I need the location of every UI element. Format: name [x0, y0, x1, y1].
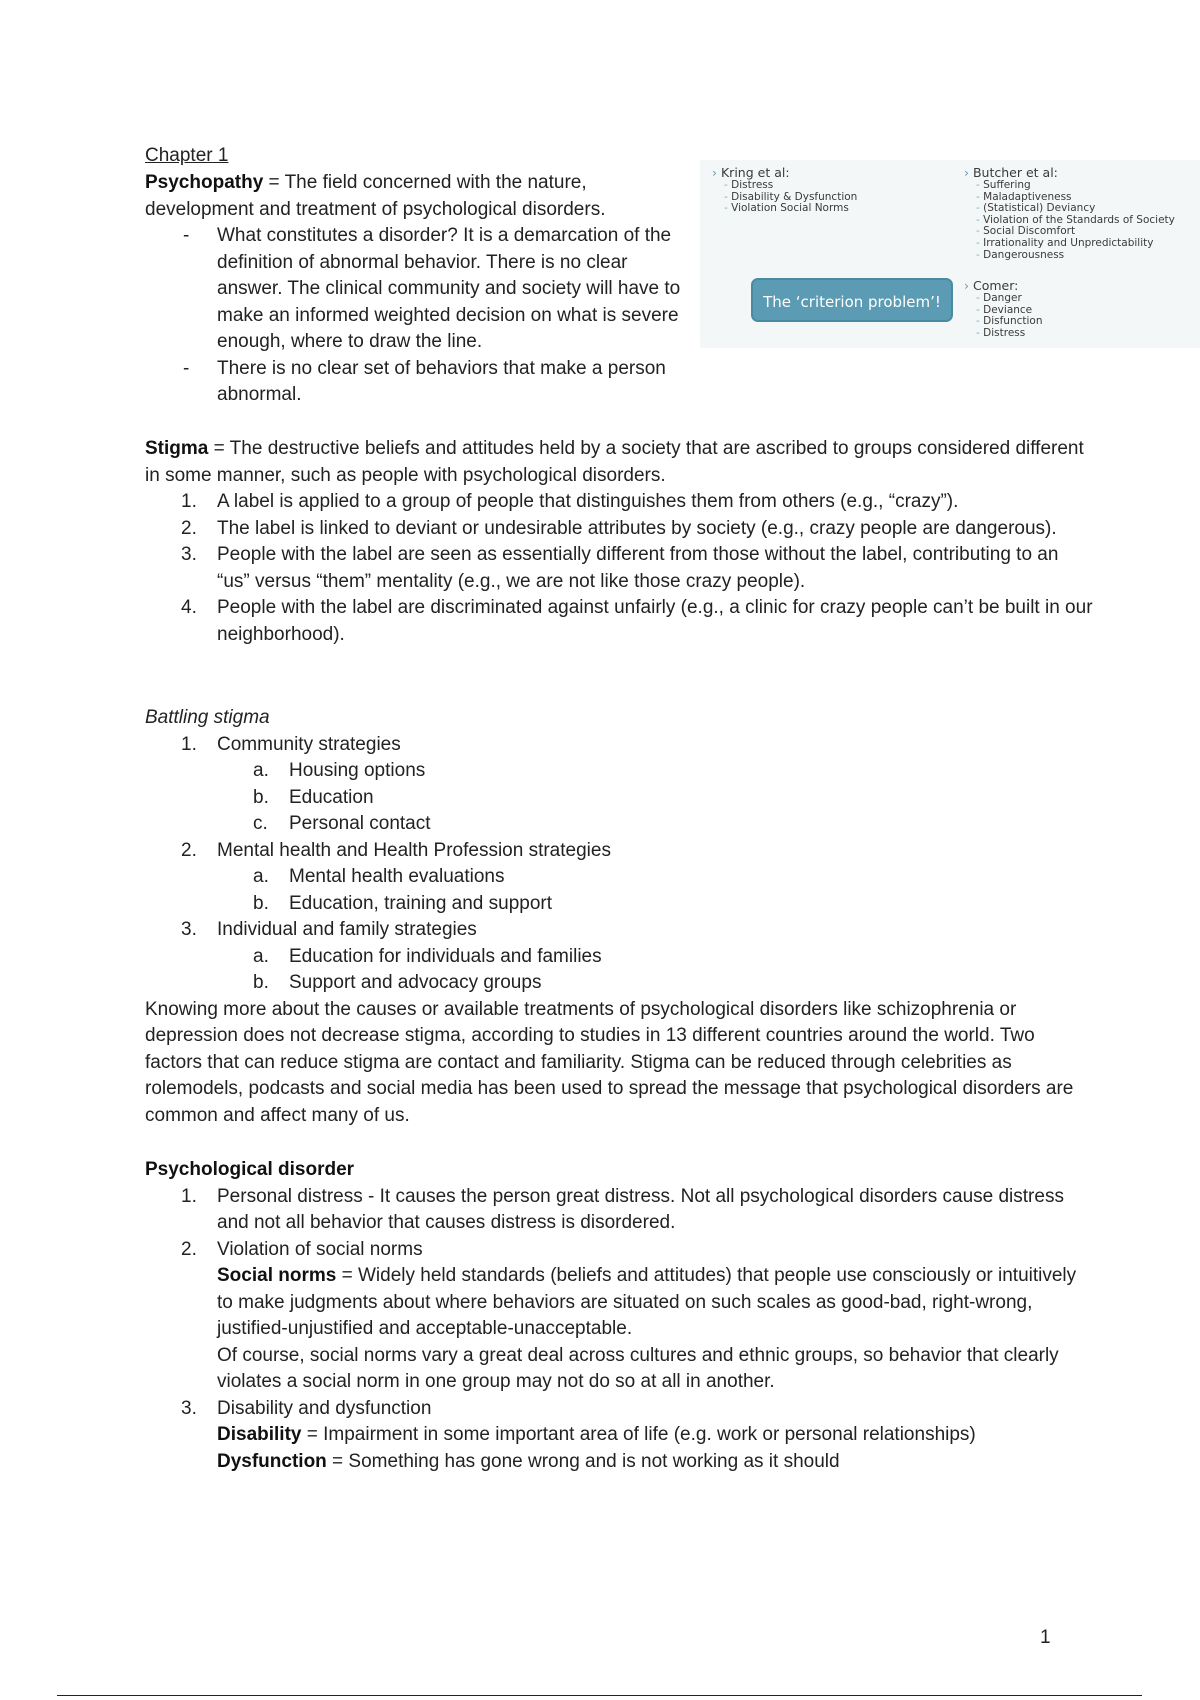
chapter-title: Chapter 1	[145, 145, 229, 166]
strategy-sublist	[145, 758, 1095, 838]
list-item: - Social Discomfort	[964, 226, 1175, 238]
stigma-term: Stigma	[145, 438, 209, 459]
list-item: 2. Mental health and Health Profession strategies	[181, 839, 611, 861]
stigma-list	[145, 489, 1095, 648]
list-item: a. Education for individuals and families	[253, 945, 602, 967]
list-item: - Violation of the Standards of Society	[964, 215, 1175, 227]
criteria-figure	[700, 160, 1200, 348]
psychopathy-section	[145, 170, 690, 409]
psychological-disorder-heading: Psychological disorder	[145, 1159, 355, 1180]
psychopathy-bullets	[145, 223, 690, 409]
list-item: b. Education	[253, 786, 374, 808]
stigma-paragraph: Knowing more about the causes or available treatments of psychological disorders like schizophrenia or depression does not decrease stigma, according to studies in 13 different countries around the world. Two factors that can reduce stigma are contact and familiarity. Stigma can be reduced through celebrities as rolemodels, podcasts and social media has been used to spread the message that psychological disorders are common and affect many of us.	[145, 998, 1074, 1126]
list-item: - Violation Social Norms	[712, 203, 857, 215]
list-item: a. Mental health evaluations	[253, 866, 505, 887]
list-item: a. Housing options	[253, 760, 426, 781]
list-item: 4. People with the label are discriminated against unfairly (e.g., a clinic for crazy people can’t be built in our neighborhood).	[181, 597, 1093, 645]
stigma-definition: Stigma = The destructive beliefs and attitudes held by a society that are ascribed to groups considered different in some manner, such as people with psychological disorders.	[145, 438, 1084, 486]
list-item: b. Education, training and support	[253, 892, 553, 914]
butcher-column	[964, 166, 1175, 261]
list-item: - Dangerousness	[964, 250, 1175, 262]
strategy-sublist	[145, 944, 1095, 997]
strategy-list	[145, 838, 1095, 865]
list-item: 1. A label is applied to a group of people that distinguishes them from others (e.g., “crazy”).	[181, 491, 959, 512]
strategy-sublist	[145, 864, 1095, 917]
disorder-list	[145, 1396, 1095, 1423]
list-item: - (Statistical) Deviancy	[964, 203, 1175, 215]
kring-heading: › Kring et al:	[712, 166, 857, 180]
list-item: - Maladaptiveness	[964, 192, 1175, 204]
criterion-problem-callout: The ‘criterion problem’!	[751, 278, 953, 322]
strategy-list	[145, 732, 1095, 759]
list-item: - There is no clear set of behaviors that make a person abnormal.	[145, 356, 690, 409]
list-item: - Irrationality and Unpredictability	[964, 238, 1175, 250]
disorder-list	[145, 1184, 1095, 1264]
social-norms-block	[145, 1263, 1095, 1396]
list-item: - Danger	[964, 293, 1043, 305]
list-item: 3. Individual and family strategies	[181, 919, 477, 940]
kring-column	[712, 166, 857, 215]
social-norms-note: Of course, social norms vary a great deal across cultures and ethnic groups, so behavior that clearly violates a social norm in one group may not do so at all in another.	[217, 1344, 1059, 1392]
battling-stigma-section	[145, 705, 1095, 1129]
list-item: - Disfunction	[964, 316, 1043, 328]
list-item: - Suffering	[964, 180, 1175, 192]
psychological-disorder-section	[145, 1157, 1095, 1475]
list-item: c. Personal contact	[253, 813, 431, 834]
psychopathy-definition: Psychopathy = The field concerned with the nature, development and treatment of psychological disorders.	[145, 172, 606, 220]
list-item: 1. Community strategies	[181, 733, 401, 755]
disability-block	[145, 1422, 1095, 1475]
list-item: 2. Violation of social norms	[181, 1238, 423, 1260]
butcher-heading: › Butcher et al:	[964, 166, 1175, 180]
battling-stigma-heading: Battling stigma	[145, 707, 270, 728]
list-item: 3. Disability and dysfunction	[181, 1397, 432, 1419]
list-item: 2. The label is linked to deviant or undesirable attributes by society (e.g., crazy people are dangerous).	[181, 517, 1057, 539]
list-item: - Distress	[964, 328, 1043, 340]
list-item: - Disability & Dysfunction	[712, 192, 857, 204]
stigma-section	[145, 436, 1095, 648]
page-number: 1	[1040, 1627, 1051, 1648]
footer-divider	[57, 1695, 1142, 1696]
list-item: 3. People with the label are seen as essentially different from those without the label, contributing to an “us” versus “them” mentality (e.g., we are not like those crazy people).	[181, 544, 1059, 592]
list-item: - Deviance	[964, 305, 1043, 317]
list-item: - What constitutes a disorder? It is a demarcation of the definition of abnormal behavior. There is no clear answer. The clinical community and society will have to make an informed weighted decision on what is severe enough, where to draw the line.	[145, 223, 690, 356]
disability-definition: Disability = Impairment in some important area of life (e.g. work or personal relationships)	[217, 1424, 976, 1445]
comer-column	[964, 279, 1043, 339]
list-item: - Distress	[712, 180, 857, 192]
social-norms-definition: Social norms = Widely held standards (beliefs and attitudes) that people use consciously or intuitively to make judgments about where behaviors are situated on such scales as good-bad, right-wrong, justified-unjustified and acceptable-unacceptable.	[217, 1265, 1077, 1339]
list-item: b. Support and advocacy groups	[253, 972, 542, 993]
comer-heading: › Comer:	[964, 279, 1043, 293]
psychopathy-term: Psychopathy	[145, 172, 264, 193]
dysfunction-definition: Dysfunction = Something has gone wrong and is not working as it should	[217, 1450, 840, 1472]
strategy-list	[145, 917, 1095, 944]
list-item: 1. Personal distress - It causes the person great distress. Not all psychological disorders cause distress and not all behavior that causes distress is disordered.	[181, 1185, 1064, 1233]
